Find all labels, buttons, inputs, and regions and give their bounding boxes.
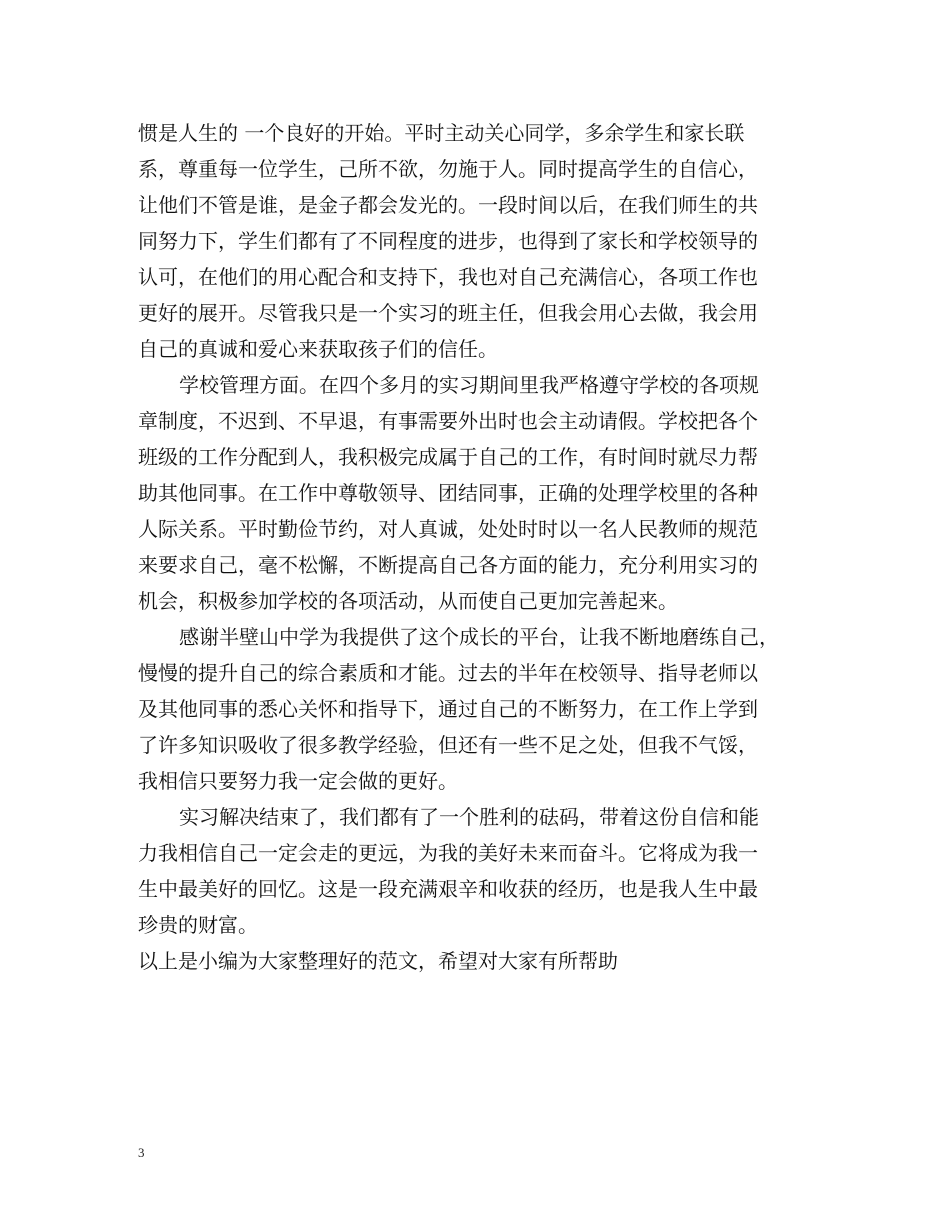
paragraph-start-line: 感谢半壁山中学为我提供了这个成长的平台，让我不断地磨练自己， (179, 625, 779, 649)
text-line: 自己的真诚和爱心来获取孩子们的信任。 (138, 337, 498, 361)
paragraph-start-line: 实习解决结束了，我们都有了一个胜利的砝码，带着这份自信和能 (179, 805, 759, 829)
text-line: 认可，在他们的用心配合和支持下，我也对自己充满信心，各项工作也 (138, 265, 758, 289)
text-line: 我相信只要努力我一定会做的更好。 (138, 769, 458, 793)
page-number: 3 (138, 1145, 145, 1160)
text-line: 机会，积极参加学校的各项活动，从而使自己更加完善起来。 (138, 589, 678, 613)
paragraph-start-line: 学校管理方面。在四个多月的实习期间里我严格遵守学校的各项规 (179, 373, 759, 397)
text-line: 人际关系。平时勤俭节约，对人真诚，处处时时以一名人民教师的规范 (138, 517, 758, 541)
document-body (138, 115, 818, 979)
text-line: 助其他同事。在工作中尊敬领导、团结同事，正确的处理学校里的各种 (138, 481, 758, 505)
text-line: 惯是人生的 一个良好的开始。平时主动关心同学，多余学生和家长联 (138, 121, 745, 145)
text-line: 生中最美好的回忆。这是一段充满艰辛和收获的经历，也是我人生中最 (138, 877, 758, 901)
text-line: 慢慢的提升自己的综合素质和才能。过去的半年在校领导、指导老师以 (138, 661, 758, 685)
text-line: 更好的展开。尽管我只是一个实习的班主任，但我会用心去做，我会用 (138, 301, 758, 325)
text-line: 同努力下，学生们都有了不同程度的进步，也得到了家长和学校领导的 (138, 229, 758, 253)
text-line: 班级的工作分配到人，我积极完成属于自己的工作，有时间时就尽力帮 (138, 445, 758, 469)
text-line: 来要求自己，毫不松懈，不断提高自己各方面的能力，充分利用实习的 (138, 553, 758, 577)
text-line: 了许多知识吸收了很多教学经验，但还有一些不足之处，但我不气馁， (138, 733, 758, 757)
closing-line: 以上是小编为大家整理好的范文，希望对大家有所帮助 (138, 949, 618, 973)
text-line: 力我相信自己一定会走的更远，为我的美好未来而奋斗。它将成为我一 (138, 841, 758, 865)
text-line: 珍贵的财富。 (138, 913, 258, 937)
text-line: 系，尊重每一位学生，己所不欲，勿施于人。同时提高学生的自信心， (138, 157, 758, 181)
text-line: 让他们不管是谁，是金子都会发光的。一段时间以后，在我们师生的共 (138, 193, 758, 217)
text-line: 章制度，不迟到、不早退，有事需要外出时也会主动请假。学校把各个 (138, 409, 758, 433)
text-line: 及其他同事的悉心关怀和指导下，通过自己的不断努力，在工作上学到 (138, 697, 758, 721)
